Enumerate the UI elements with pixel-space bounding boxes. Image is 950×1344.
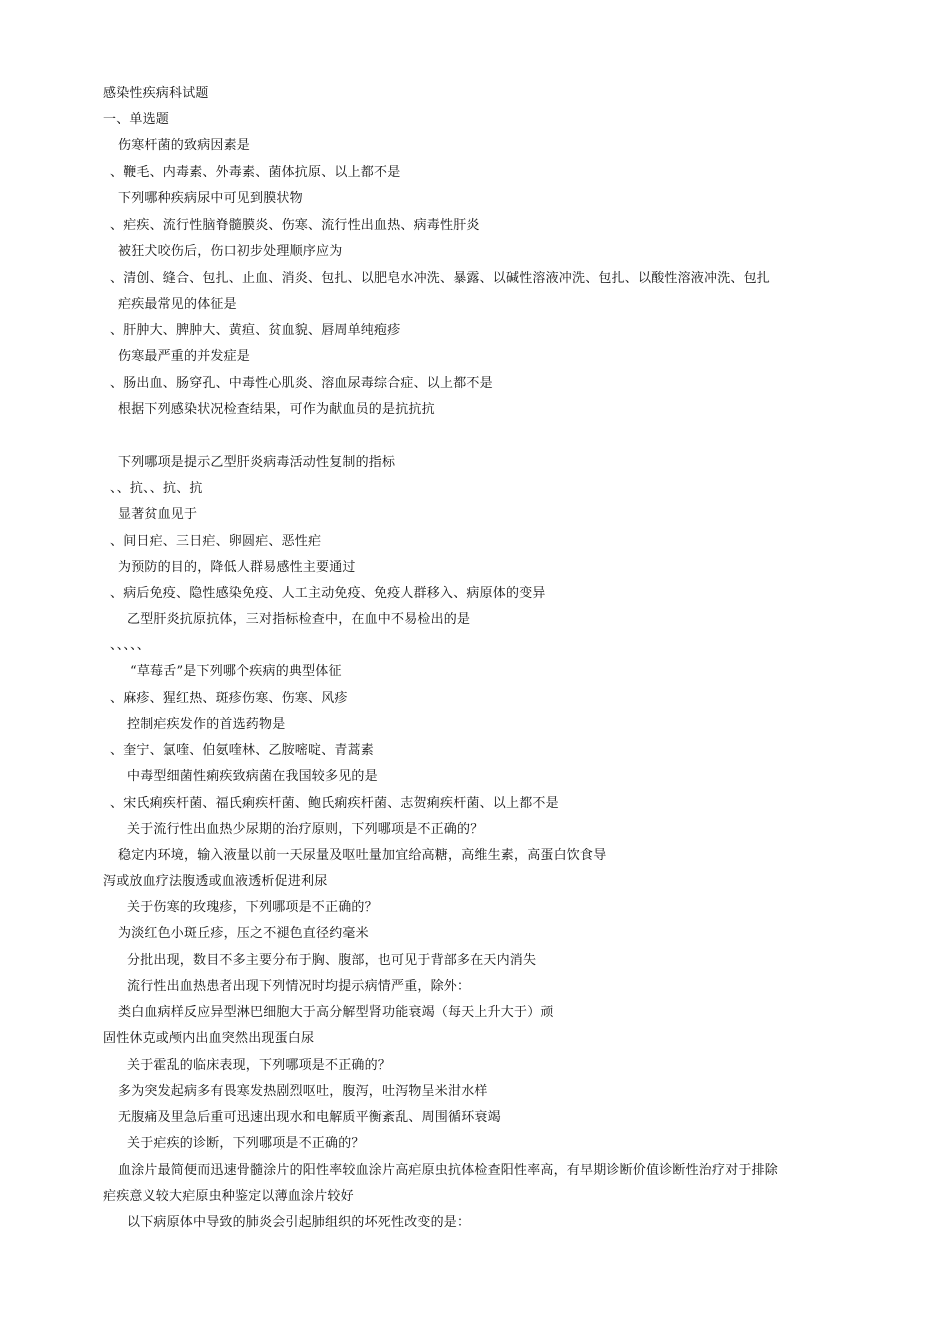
answer-options-continued: 疟疾意义较大疟原虫种鉴定以薄血涂片较好	[103, 1189, 354, 1204]
answer-options: 为淡红色小斑丘疹，压之不褪色直径约毫米	[118, 926, 369, 941]
answer-options: 、清创、缝合、包扎、止血、消炎、包扎、以肥皂水冲洗、暴露、以碱性溶液冲洗、包扎、以酸性溶液冲洗、包扎	[110, 271, 771, 286]
question-text: 关于霍乱的临床表现，下列哪项是不正确的？	[127, 1058, 392, 1073]
question-text: 伤寒最严重的并发症是	[118, 349, 251, 364]
answer-options: 、宋氏痢疾杆菌、福氏痢疾杆菌、鲍氏痢疾杆菌、志贺痢疾杆菌、以上都不是	[110, 796, 559, 811]
doc-title: 感染性疾病科试题	[103, 86, 209, 101]
question-text: 乙型肝炎抗原抗体，三对指标检查中，在血中不易检出的是	[127, 612, 471, 627]
answer-options: 稳定内环境，输入液量以前一天尿量及呕吐量加宜给高糖，高维生素，高蛋白饮食导	[118, 848, 607, 863]
question-text: 关于伤寒的玫瑰疹，下列哪项是不正确的？	[127, 900, 378, 915]
question-text: 关于疟疾的诊断，下列哪项是不正确的？	[127, 1136, 365, 1151]
answer-options: 、、、、、	[110, 638, 151, 653]
answer-options: 多为突发起病多有畏寒发热剧烈呕吐，腹泻，吐泻物呈米泔水样	[118, 1084, 488, 1099]
question-text: 下列哪项是提示乙型肝炎病毒活动性复制的指标	[118, 455, 396, 470]
section-heading: 一、单选题	[103, 112, 170, 127]
answer-options-continued: 固性休克或颅内出血突然出现蛋白尿	[103, 1031, 315, 1046]
question-text: 疟疾最常见的体征是	[118, 297, 237, 312]
answer-options: 无腹痛及里急后重可迅速出现水和电解质平衡紊乱、周围循环衰竭	[118, 1110, 501, 1125]
question-text: 为预防的目的，降低人群易感性主要通过	[118, 560, 356, 575]
answer-options: 、麻疹、猩红热、斑疹伤寒、伤寒、风疹	[110, 691, 348, 706]
answer-options: 、奎宁、氯喹、伯氨喹林、乙胺嘧啶、青蒿素	[110, 743, 375, 758]
question-text: 关于流行性出血热少尿期的治疗原则，下列哪项是不正确的？	[127, 822, 484, 837]
question-text: 控制疟疾发作的首选药物是	[127, 717, 286, 732]
question-text: 根据下列感染状况检查结果，可作为献血员的是抗抗抗	[118, 402, 435, 417]
question-text: “草莓舌”是下列哪个疾病的典型体征	[130, 664, 342, 679]
answer-options: 、病后免疫、隐性感染免疫、人工主动免疫、免疫人群移入、病原体的变异	[110, 586, 546, 601]
question-text: 被狂犬咬伤后，伤口初步处理顺序应为	[118, 244, 343, 259]
question-text: 流行性出血热患者出现下列情况时均提示病情严重，除外：	[127, 979, 471, 994]
question-text: 以下病原体中导致的肺炎会引起肺组织的坏死性改变的是：	[127, 1215, 471, 1230]
answer-options: 、、抗、、抗、抗	[110, 481, 203, 496]
answer-options: 、肝肿大、脾肿大、黄疸、贫血貌、唇周单纯疱疹	[110, 323, 401, 338]
answer-options-continued: 泻或放血疗法腹透或血液透析促进利尿	[103, 874, 328, 889]
question-text: 显著贫血见于	[118, 507, 198, 522]
question-text: 下列哪种疾病尿中可见到膜状物	[118, 191, 303, 206]
answer-options: 、疟疾、流行性脑脊髓膜炎、伤寒、流行性出血热、病毒性肝炎	[110, 218, 480, 233]
answer-options: 、间日疟、三日疟、卵圆疟、恶性疟	[110, 534, 322, 549]
answer-options: 血涂片最简便而迅速骨髓涂片的阳性率较血涂片高疟原虫抗体检查阳性率高，有早期诊断价值诊断性治疗对于排除	[118, 1163, 779, 1178]
answer-options: 、鞭毛、内毒素、外毒素、菌体抗原、以上都不是	[110, 165, 401, 180]
answer-options: 分批出现，数目不多主要分布于胸、腹部，也可见于背部多在天内消失	[127, 953, 537, 968]
answer-options: 、肠出血、肠穿孔、中毒性心肌炎、溶血尿毒综合症、以上都不是	[110, 376, 493, 391]
answer-options: 类白血病样反应异型淋巴细胞大于高分解型肾功能衰竭（每天上升大于）顽	[118, 1005, 554, 1020]
question-text: 伤寒杆菌的致病因素是	[118, 138, 251, 153]
question-text: 中毒型细菌性痢疾致病菌在我国较多见的是	[127, 769, 378, 784]
